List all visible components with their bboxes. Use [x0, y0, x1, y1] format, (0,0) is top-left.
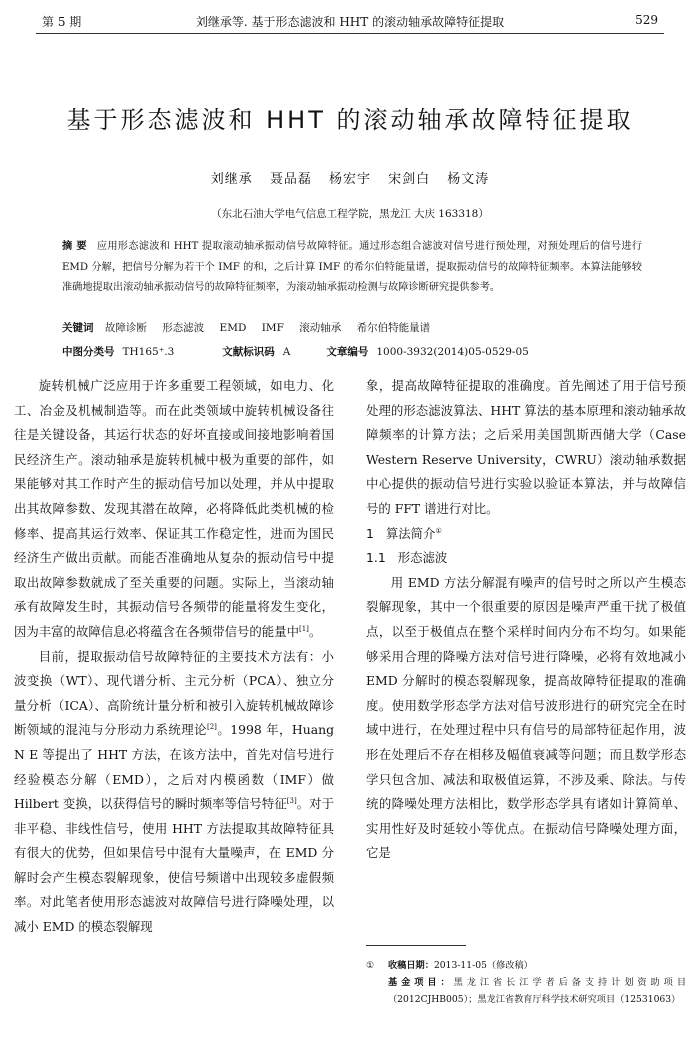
keywords	[62, 320, 642, 335]
clc-value: TH165⁺.3	[122, 346, 175, 358]
keywords-label: 关键词	[62, 322, 94, 334]
header-rule	[36, 33, 664, 34]
footnote-rule	[366, 945, 466, 946]
abstract	[62, 237, 642, 299]
paragraph-text: 旋转机械广泛应用于许多重要工程领域，如电力、化工、冶金及机械制造等。而在此类领域中旋转机械设备往往是关键设备，其运行状态的好坏直接或间接地影响着国民经济生产。滚动轴承是旋转机械中极为重要的部件，如果能够对其工作时产生的振动信号加以处理，并从中提取出其故障参数、发现其潜在故障，必将降低此类机械的检修率、提高其运行效率、保证其工作稳定性，进而为国民经济生产做出贡献。而能否准确地从复杂的振动信号中提取出故障参数就成了至关重要的问题。实际上，当滚动轴承有故障发生时，其振动信号各频带的能量将发生变化，因为丰富的故障信息必将蕴含在各频带信号的能量中	[14, 378, 334, 639]
subsection-title: 形态滤波	[397, 550, 448, 566]
page-header	[0, 0, 700, 34]
right-column	[366, 374, 686, 866]
footnote-mark: ①	[366, 960, 375, 971]
keyword-item: EMD	[219, 322, 247, 334]
keyword-item: 滚动轴承	[299, 322, 342, 334]
paragraph-text: 。	[308, 623, 322, 639]
article-number-label: 文章编号	[326, 346, 369, 358]
paragraph-text: 。1998 年，Huang N E 等提出了 HHT 方法，在该方法中，首先对信号进行经验模态分解（EMD），之后对内模函数（IMF）做 Hilbert 变换，以获得信号的瞬时频率等信号特征	[14, 722, 335, 812]
doc-code-value: A	[282, 346, 291, 358]
subsection-number: 1.1	[366, 550, 386, 566]
fund-label: 基金项目：	[388, 977, 454, 988]
keyword-item: 希尔伯特能量谱	[356, 322, 431, 334]
running-title: 刘继承等. 基于形态滤波和 HHT 的滚动轴承故障特征提取	[195, 15, 505, 29]
subsection-heading	[366, 546, 686, 571]
paragraph: 用 EMD 方法分解混有噪声的信号时之所以产生模态裂解现象，其中一个很重要的原因是噪声严重干扰了极值点，以至于极值点在整个采样时间内分布不均匀。如果能够采用合理的降噪方法对信号进行降噪，必将有效地减小 EMD 分解时的模态裂解现象，提高故障特征提取的准确度。使用数学形态学方法对信号波形进行的研究完全在时域中进行，在处理过程中只有信号的局部特征起作用，波形在处理后不存在相移及幅值衰减等问题；而且数学形态学只包含加、减法和取极值运算，不涉及乘、除法。与传统的降噪处理方法相比，数学形态学具有诸如计算简单、实用性好及时延较小等优点。在振动信号降噪处理方面，它是	[366, 574, 686, 861]
footnote	[366, 957, 686, 1008]
keyword-item: 形态滤波	[162, 322, 205, 334]
received-date: 2013-11-05（修改稿）	[433, 960, 533, 971]
citation: [1]	[298, 624, 309, 633]
keyword-item: IMF	[261, 322, 284, 334]
abstract-text: 应用形态滤波和 HHT 提取滚动轴承振动信号故障特征。通过形态组合滤波对信号进行预处理，对预处理后的信号进行 EMD 分解，把信号分解为若干个 IMF 的和，之后计算 IMF 的希尔伯特能量谱，提取振动信号的故障特征频率。本算法能够较准确地提取出滚动轴承振动信号的故障特征频率，为滚动轴承振动检测与故障诊断研究提供参考。	[62, 241, 642, 294]
abstract-label: 摘 要	[62, 241, 87, 252]
fund-text: 黑龙江省长江学者后备支持计划资助项目（2012CJHB005）；黑龙江省教育厅科学技术研究项目（12531063）	[388, 977, 687, 1005]
paragraph-text: 目前，提取振动信号故障特征的主要技术方法有：小波变换（WT）、现代谱分析、主元分析（PCA）、独立分量分析（ICA）、高阶统计量分析和被引入旋转机械故障诊断领域的混沌与分形动力系统理论	[14, 648, 334, 738]
affiliation: （东北石油大学电气信息工程学院，黑龙江 大庆 163318）	[211, 208, 489, 220]
classification-line	[62, 344, 662, 359]
author-list: 刘继承 聂品磊 杨宏宇 宋剑白 杨文涛	[210, 172, 490, 187]
paragraph	[14, 374, 334, 645]
page-number: 529	[635, 13, 658, 27]
section-title: 算法简介	[385, 525, 436, 541]
footnote-marker: ①	[435, 526, 442, 535]
paragraph	[14, 645, 334, 940]
paragraph-text: 。对于非平稳、非线性信号，使用 HHT 方法提取其故障特征具有很大的优势，但如果信号中混有大量噪声，在 EMD 分解时会产生模态裂解现象，使信号频谱中出现较多虚假频率。对此笔者使用形态滤波对故障信号进行降噪处理，以减小 EMD 的模态裂解现	[14, 796, 334, 935]
section-number: 1	[366, 525, 374, 541]
left-column	[14, 374, 334, 940]
clc-label: 中图分类号	[62, 346, 115, 358]
issue-number: 第 5 期	[42, 15, 82, 29]
paragraph: 象，提高故障特征提取的准确度。首先阐述了用于信号预处理的形态滤波算法、HHT 算法的基本原理和滚动轴承故障频率的计算方法；之后采用美国凯斯西储大学（Case Western Reserve University，CWRU）滚动轴承数据中心提供的振动信号进行实验以验证本算法，并与故障信号的 FFT 谱进行对比。	[366, 378, 686, 516]
received-label: 收稿日期：	[388, 960, 434, 971]
keyword-item: 故障诊断	[104, 322, 147, 334]
citation: [3]	[286, 796, 297, 805]
citation: [2]	[206, 723, 217, 732]
paper-title: 基于形态滤波和 HHT 的滚动轴承故障特征提取	[66, 106, 634, 134]
article-number-value: 1000-3932(2014)05-0529-05	[376, 346, 529, 358]
section-heading	[366, 522, 686, 547]
doc-code-label: 文献标识码	[222, 346, 275, 358]
